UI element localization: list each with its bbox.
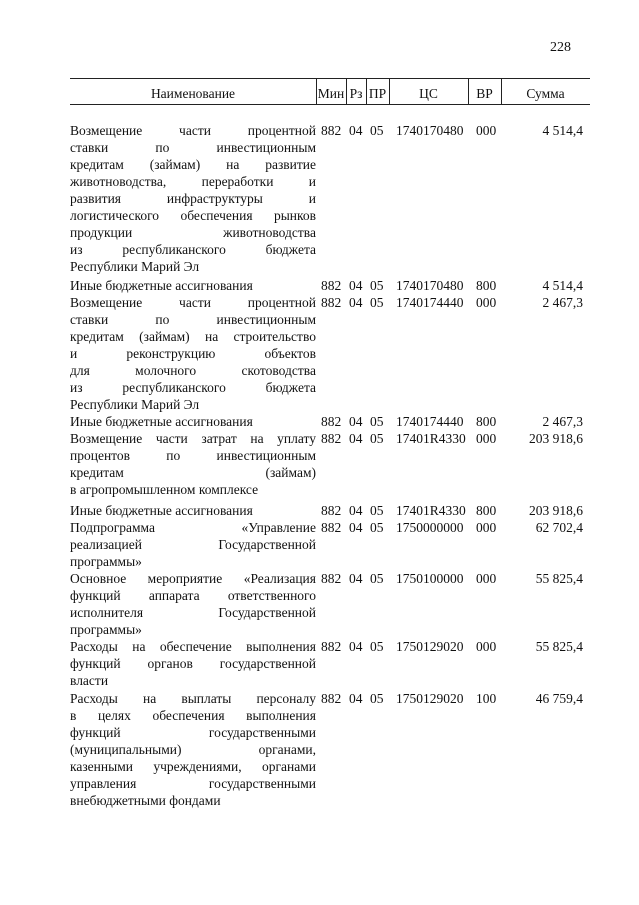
row-name-line: Иные бюджетные ассигнования [70,278,253,293]
row-name-line: функций государственными [70,725,316,740]
cell-vr: 000 [476,295,497,310]
cell-sum: 62 702,4 [535,520,583,535]
cell-pr: 05 [370,431,384,446]
header-min: Мин [317,86,345,101]
cell-pr: 05 [370,639,384,654]
cell-rz: 04 [349,278,363,293]
cell-cs: 17401R4330 [396,503,466,518]
cell-cs: 1750100000 [396,571,464,586]
cell-min: 882 [321,639,342,654]
cell-rz: 04 [349,691,363,706]
row-name-line: Подпрограмма «Управление [70,520,316,535]
cell-pr: 05 [370,503,384,518]
row-name-line: Расходы на обеспечение выполнения [70,639,316,654]
row-name-line: для молочного скотоводства [70,363,316,378]
header-name: Наименование [150,86,236,101]
cell-vr: 800 [476,278,497,293]
row-name [70,690,316,809]
row-name-line: в целях обеспечения выполнения [70,708,316,723]
cell-vr: 000 [476,520,497,535]
cell-min: 882 [321,431,342,446]
row-name-line: исполнителя Государственной [70,605,316,620]
row-name [70,570,316,638]
row-name-line: из республиканского бюджета [70,242,316,257]
row-name-line: казенными учреждениями, органами [70,759,316,774]
cell-pr: 05 [370,414,384,429]
row-name-line: власти [70,673,109,688]
row-name-line: функций аппарата ответственного [70,588,316,603]
cell-cs: 1740174440 [396,295,464,310]
cell-cs: 1750000000 [396,520,464,535]
cell-vr: 000 [476,123,497,138]
cell-sum: 2 467,3 [542,414,583,429]
page-number: 228 [550,40,571,55]
row-name-line: реализацией Государственной [70,537,316,552]
cell-vr: 000 [476,571,497,586]
cell-vr: 000 [476,639,497,654]
header-vr: ВР [476,86,493,101]
row-name-line: Расходы на выплаты персоналу [70,691,316,706]
cell-min: 882 [321,123,342,138]
cell-min: 882 [321,414,342,429]
cell-min: 882 [321,691,342,706]
cell-cs: 1740170480 [396,123,464,138]
row-name [70,294,316,413]
header-top-rule [70,78,590,79]
cell-sum: 4 514,4 [542,123,583,138]
row-name-line: Основное мероприятие «Реализация [70,571,316,586]
header-rz: Рз [349,86,363,101]
cell-cs: 1740170480 [396,278,464,293]
cell-min: 882 [321,520,342,535]
row-name-line: функций органов государственной [70,656,316,671]
cell-min: 882 [321,503,342,518]
cell-sum: 46 759,4 [535,691,583,706]
row-name-line: Республики Марий Эл [70,259,200,274]
cell-pr: 05 [370,295,384,310]
row-name-line: Иные бюджетные ассигнования [70,414,253,429]
cell-cs: 17401R4330 [396,431,466,446]
row-name [70,413,316,430]
row-name [70,122,316,275]
cell-pr: 05 [370,278,384,293]
row-name-line: кредитам (займам) [70,465,316,480]
row-name-line: из республиканского бюджета [70,380,316,395]
cell-vr: 800 [476,414,497,429]
row-name-line: и реконструкцию объектов [70,346,316,361]
row-name-line: Возмещение части процентной [70,123,316,138]
cell-sum: 4 514,4 [542,278,583,293]
cell-rz: 04 [349,639,363,654]
header-cs: ЦС [419,86,438,101]
cell-sum: 203 918,6 [529,431,583,446]
cell-cs: 1750129020 [396,691,464,706]
cell-rz: 04 [349,520,363,535]
row-name-line: в агропромышленном комплексе [70,482,259,497]
cell-pr: 05 [370,571,384,586]
header-sum: Сумма [526,86,565,101]
cell-rz: 04 [349,414,363,429]
row-name-line: Возмещение части процентной [70,295,316,310]
row-name [70,430,316,498]
row-name-line: Возмещение части затрат на уплату [70,431,316,446]
row-name-line: ставки по инвестиционным [70,312,316,327]
row-name-line: внебюджетными фондами [70,793,221,808]
cell-rz: 04 [349,123,363,138]
header-bottom-rule [70,104,590,105]
row-name [70,638,316,689]
row-name-line: процентов по инвестиционным [70,448,316,463]
row-name-line: Республики Марий Эл [70,397,200,412]
cell-sum: 203 918,6 [529,503,583,518]
cell-min: 882 [321,571,342,586]
row-name-line: управления государственными [70,776,316,791]
row-name-line: Иные бюджетные ассигнования [70,503,253,518]
row-name-line: кредитам (займам) на развитие [70,157,316,172]
row-name-line: кредитам (займам) на строительство [70,329,316,344]
cell-vr: 000 [476,431,497,446]
cell-cs: 1740174440 [396,414,464,429]
cell-cs: 1750129020 [396,639,464,654]
cell-rz: 04 [349,295,363,310]
row-name-line: (муниципальными) органами, [70,742,316,757]
cell-rz: 04 [349,431,363,446]
row-name-line: животноводства, переработки и [70,174,316,189]
cell-sum: 55 825,4 [535,639,583,654]
cell-sum: 2 467,3 [542,295,583,310]
cell-min: 882 [321,278,342,293]
row-name [70,519,316,570]
cell-rz: 04 [349,503,363,518]
row-name-line: продукции животноводства [70,225,316,240]
cell-rz: 04 [349,571,363,586]
row-name-line: программы» [70,622,142,637]
row-name [70,502,316,519]
cell-vr: 100 [476,691,497,706]
cell-pr: 05 [370,691,384,706]
cell-sum: 55 825,4 [535,571,583,586]
row-name-line: ставки по инвестиционным [70,140,316,155]
cell-pr: 05 [370,123,384,138]
cell-vr: 800 [476,503,497,518]
row-name-line: логистического обеспечения рынков [70,208,316,223]
row-name [70,277,316,294]
row-name-line: развития инфраструктуры и [70,191,316,206]
header-pr: ПР [368,86,387,101]
row-name-line: программы» [70,554,142,569]
cell-min: 882 [321,295,342,310]
cell-pr: 05 [370,520,384,535]
